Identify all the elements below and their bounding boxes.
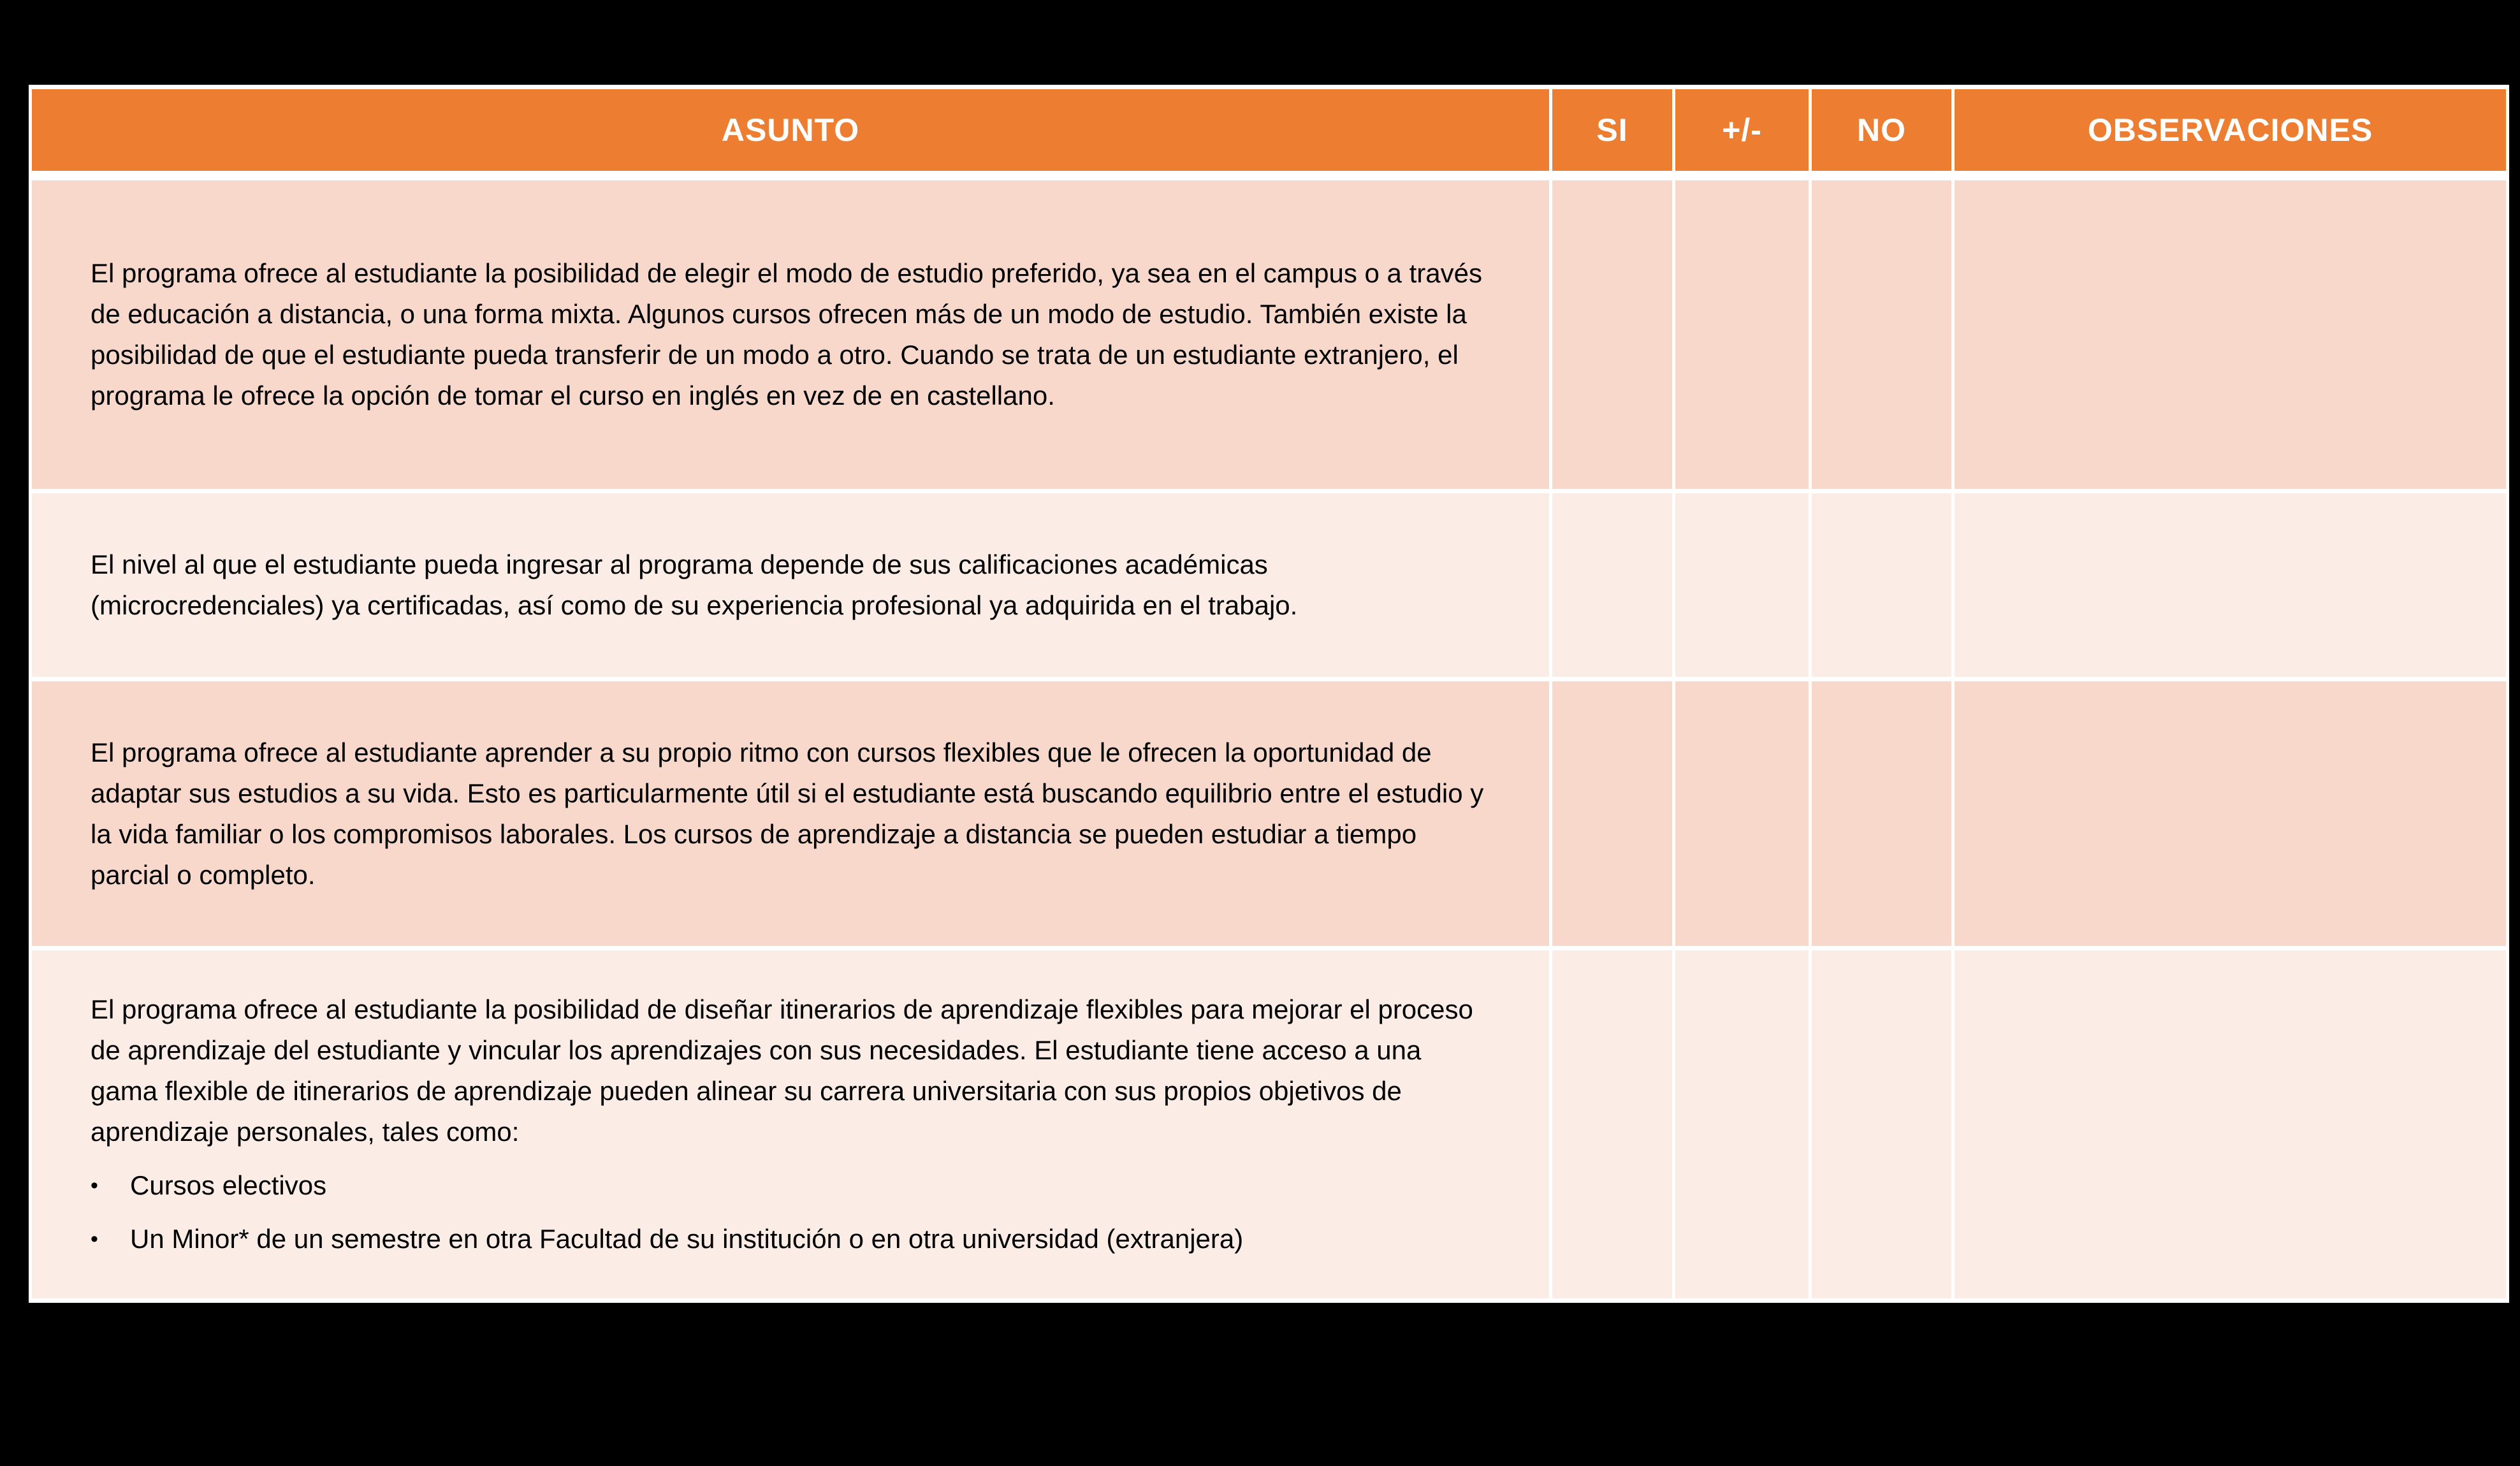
asunto-cell: El nivel al que el estudiante pueda ingresar al programa depende de sus calificaciones académicas (microcredenciales) ya certificadas, así como de su experiencia profesional ya adquirida en el trabajo. [32,493,1549,677]
no-cell [1812,681,1951,946]
bullet-item-label: Un Minor* de un semestre en otra Facultad de su institución o en otra universidad (extranjera) [130,1224,1244,1254]
table-header-row [32,89,2506,176]
column-header-si: SI [1552,89,1672,176]
bullet-item-label: Cursos electivos [130,1170,327,1200]
bullet-item [91,1165,1490,1206]
table-row [32,681,2506,946]
si-cell [1552,681,1672,946]
column-header-plus-minus: +/- [1675,89,1809,176]
evaluation-checklist-table [29,85,2509,1303]
plus-minus-cell [1675,180,1809,489]
observaciones-cell [1955,950,2506,1298]
bullet-icon: • [91,1173,98,1198]
asunto-cell [32,950,1549,1298]
plus-minus-cell [1675,950,1809,1298]
no-cell [1812,493,1951,677]
plus-minus-cell [1675,493,1809,677]
si-cell [1552,950,1672,1298]
bullet-icon: • [91,1227,98,1251]
observaciones-cell [1955,681,2506,946]
plus-minus-cell [1675,681,1809,946]
no-cell [1812,950,1951,1298]
table-row [32,493,2506,677]
observaciones-cell [1955,180,2506,489]
asunto-cell: El programa ofrece al estudiante la posibilidad de elegir el modo de estudio preferido, ya sea en el campus o a través de educación a distancia, o una forma mixta. Algunos cursos ofrecen más de un modo de estudio. También existe la posibilidad de que el estudiante pueda transferir de un modo a otro. Cuando se trata de un estudiante extranjero, el programa le ofrece la opción de tomar el curso en inglés en vez de en castellano. [32,180,1549,489]
si-cell [1552,180,1672,489]
table-row [32,950,2506,1298]
si-cell [1552,493,1672,677]
column-header-observaciones: OBSERVACIONES [1955,89,2506,176]
observaciones-cell [1955,493,2506,677]
asunto-cell: El programa ofrece al estudiante aprender a su propio ritmo con cursos flexibles que le ofrecen la oportunidad de adaptar sus estudios a su vida. Esto es particularmente útil si el estudiante está buscando equilibrio entre el estudio y la vida familiar o los compromisos laborales. Los cursos de aprendizaje a distancia se pueden estudiar a tiempo parcial o completo. [32,681,1549,946]
column-header-no: NO [1812,89,1951,176]
asunto-paragraph: El programa ofrece al estudiante la posibilidad de diseñar itinerarios de aprendizaje flexibles para mejorar el proceso de aprendizaje del estudiante y vincular los aprendizajes con sus necesidades. El estudiante tiene acceso a una gama flexible de itinerarios de aprendizaje pueden alinear su carrera universitaria con sus propios objetivos de aprendizaje personales, tales como: [91,994,1473,1147]
bullet-item [91,1219,1490,1259]
no-cell [1812,180,1951,489]
column-header-asunto: ASUNTO [32,89,1549,176]
table-row [32,180,2506,489]
